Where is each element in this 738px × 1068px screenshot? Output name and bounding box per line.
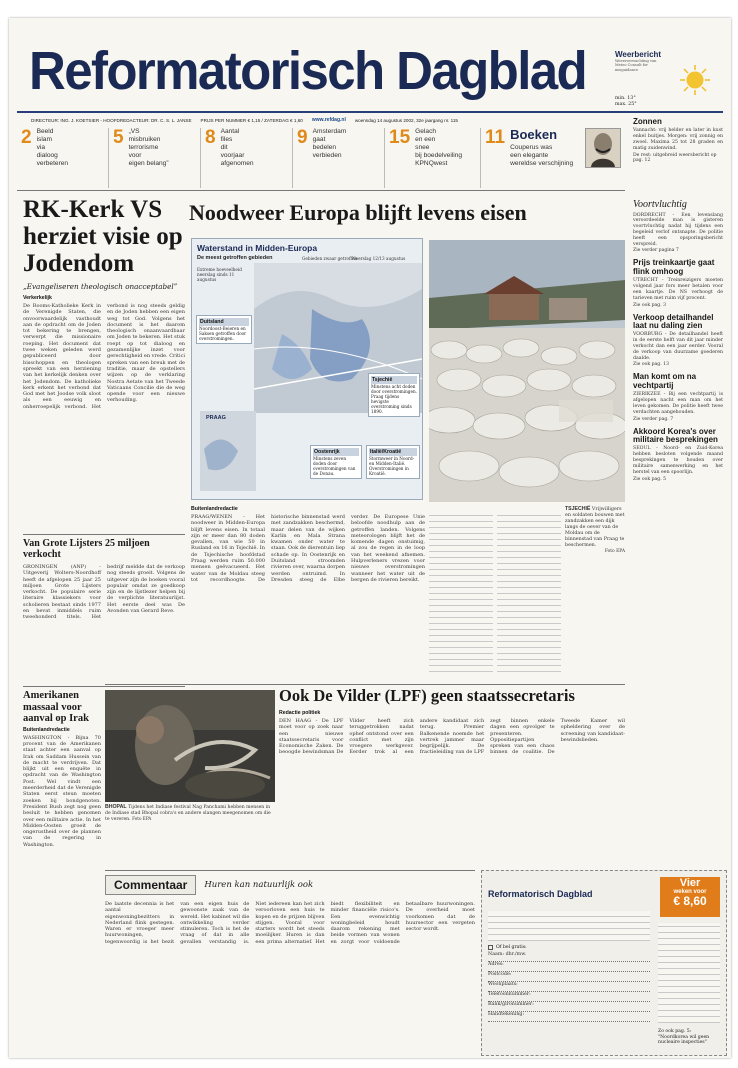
- coupon-cta: Zo ook pag. 5: "Noordkorea wil geen nucleaire inspecties": [658, 1029, 710, 1045]
- brief-ref: Zie ook pag. 3: [633, 302, 667, 308]
- coupon-field[interactable]: [488, 1002, 650, 1012]
- weather-max: max. 25°: [615, 102, 637, 108]
- weather-credit: Weersverwachting van Meteo Consult for misguidance: [615, 59, 657, 72]
- coupon-field[interactable]: [488, 992, 650, 1002]
- teaser-boeken[interactable]: [481, 128, 625, 188]
- flood-caption-text: Vrijwilligers en soldaten bouwen met zandzakken een dijk langs de oever van de Moldau om de binnenstad van Praag te beschermen.: [565, 507, 625, 548]
- map-box-title: Oostenrijk: [313, 448, 359, 456]
- masthead-info-bar: [31, 116, 627, 124]
- brief-title[interactable]: Man komt om na vechtpartij: [633, 372, 697, 390]
- teaser-page-number: 2: [21, 127, 32, 148]
- map-box-italie: [366, 445, 420, 479]
- brief-title[interactable]: Akkoord Korea's over militaire besprekingen: [633, 426, 718, 444]
- coupon-field[interactable]: [488, 962, 650, 972]
- teaser-text: „VS misbruiken terrorisme voor eigen belang”: [128, 128, 169, 168]
- map-legend-3: Extreme hoeveelheid neerslag sinds 11 augustus: [197, 267, 242, 282]
- brief-ref: Zie verder pag. 7: [633, 416, 674, 422]
- kicker-rk-kerk: Verkerkelijk: [23, 295, 52, 301]
- bhopal-caption-credit: Foto EPA: [132, 816, 152, 822]
- flood-photo: [429, 240, 625, 502]
- teaser-strip: [17, 128, 625, 188]
- map-city-label: PRAAG: [206, 415, 226, 421]
- coupon-price: € 8,60: [673, 894, 707, 909]
- map-box-duitsland: [196, 315, 252, 344]
- bhopal-photo: [105, 690, 275, 802]
- noodweer-continued-text: [429, 512, 493, 672]
- coupon-form: [488, 911, 650, 1022]
- map-box-title: Italië/Kroatië: [369, 448, 417, 456]
- news-briefs-sidebar: [633, 194, 723, 854]
- divider: [23, 534, 185, 535]
- coupon-field-label: Telefoonnummer:: [488, 992, 531, 997]
- weather-heading: Zonnen: [633, 117, 662, 126]
- coupon-field-label: Postcode:: [488, 972, 512, 977]
- article-amerika: [23, 690, 101, 1017]
- coupon-offer-mid: weken voor: [673, 889, 707, 896]
- brief-title[interactable]: Prijs treinkaartje gaat flink omhoog: [633, 258, 715, 276]
- teaser-page-number: 9: [297, 127, 308, 148]
- coupon-field[interactable]: [488, 972, 650, 982]
- map-legend-2: Neerslag 12/13 augustus: [352, 256, 406, 261]
- bhopal-caption-label: BHOPAL: [105, 804, 127, 810]
- coupon-field-label: Bank/gironummer:: [488, 1002, 534, 1007]
- teaser-item[interactable]: [109, 128, 201, 188]
- map-box-text: Noordoost-Beieren en Saksen getroffen door overstromingen.: [199, 326, 247, 342]
- subscription-coupon: [481, 870, 727, 1056]
- brief-ref: Zie ook pag. 13: [633, 362, 670, 368]
- brief-text: DORDRECHT - Een levenslang veroordeelde man is gisteren voortvluchtig nadat hij tijdens een begeleid verlof ontsnapte. De politie heeft een opsporingsbericht verspreid.: [633, 212, 723, 247]
- brief-item: [633, 428, 723, 482]
- teaser-page-number: 11: [485, 127, 506, 148]
- article-vilder: [279, 708, 625, 878]
- brief-item: [633, 314, 723, 368]
- weather-ref: De rest: uitgebreid weersbericht op pag. 12: [633, 152, 717, 163]
- brief-text: ZIERIKZEE - Bij een vechtpartij is afgelopen nacht een man om het leven gekomen. De politie heeft twee verdachten aangehouden.: [633, 392, 723, 415]
- body-noodweer: PRAAG/WENEN - Het noodweer in Midden-Europa blijft levens eisen. In totaal zijn er meer dan 80 doden gevallen, van wie 50 in Rusland en 16 in Tsjechië. In de Tsjechische hoofdstad Praag werden ruim 50.000 mensen geëvacueerd. Het water van de Moldau steeg tot recordhoogte. De historische binnenstad werd met zandzakken beschermd, maar delen van de wijken Karlin en Mala Strana kwamen onder water te staan. Ook de dierentuin liep schade op. In Oostenrijk en Duitsland stroomden rivieren over, waarna dorpen werden ontruimd. In Dresden steeg de Elbe verder. De Europese Unie beloofde noodhulp aan de getroffen landen. Volgens meteorologen blijft het de komende dagen onstuimig, al zou de regen in de loop van het weekend afnemen. Hulpverleners vrezen voor nieuwe overstromingen wanneer het water uit de bergen de rivieren bereikt.: [191, 514, 425, 583]
- brief-text: VOORBURG - De detailhandel heeft in de eerste helft van dit jaar minder verkocht dan een jaar eerder. Vooral de verkoop van duurzame goederen daalde.: [633, 332, 723, 361]
- coupon-brand: Reformatorisch Dagblad: [488, 889, 593, 899]
- body-amerika: WASHINGTON - Bijna 70 procent van de Amerikanen staat achter een aanval op Irak om Saddam Hussein van de macht te verdrijven. Dat blijkt uit een enquête in opdracht van de Washington Post. Wel vindt een meerderheid dat de Verenigde Staten eerst steun moeten zoeken bij bondgenoten. President Bush zegt nog geen besluit te hebben genomen over een militaire actie. In het Midden-Oosten groeit de ongerustheid over de plannen van de regering in Washington.: [23, 734, 101, 848]
- map-legend-1: Gebieden zwaar getroffen: [302, 256, 358, 261]
- teaser-text: Aantal files dit voorjaar afgenomen: [220, 128, 254, 168]
- article-noodweer: [191, 504, 425, 682]
- coupon-field-label: Handtekening:: [488, 1012, 525, 1017]
- flood-caption: [565, 506, 625, 554]
- brief-item: [633, 200, 723, 253]
- headline-rk-kerk[interactable]: RK-Kerk VS herziet visie op Jodendom: [23, 196, 183, 277]
- brief-item: [633, 259, 723, 307]
- headline-vilder[interactable]: Ook De Vilder (LPF) geen staatssecretaris: [279, 686, 575, 705]
- noodweer-continued-text: [497, 512, 561, 672]
- teaser-text: Amsterdam gaat bedelen verbieden: [312, 128, 347, 160]
- weather-min: min. 13°: [615, 96, 636, 101]
- coupon-field[interactable]: [488, 982, 650, 992]
- masthead-rule: [17, 111, 723, 113]
- map-box-text: Minstens zeven doden door overstromingen van de Donau.: [313, 456, 356, 477]
- flood-caption-credit: Foto EPA: [604, 548, 625, 554]
- kicker-amerika: Buitenlandredactie: [23, 726, 70, 733]
- website-link[interactable]: www.refdag.nl: [311, 117, 346, 123]
- teaser-page-number: 8: [205, 127, 216, 148]
- coupon-field[interactable]: [488, 1012, 650, 1022]
- sun-icon: [679, 64, 711, 96]
- brief-ref: Zie ook pag. 5: [633, 476, 667, 482]
- coupon-field-label: Naam: dhr./mw.: [488, 952, 527, 957]
- coupon-field[interactable]: [488, 952, 650, 962]
- teaser-boeken-title: Boeken: [510, 127, 558, 142]
- kicker-noodweer: Buitenlandredactie: [191, 506, 238, 512]
- weather-title: Weerbericht: [615, 50, 662, 59]
- map-box-tsjechie: [368, 373, 420, 417]
- kicker-vilder: Redactie politiek: [279, 710, 321, 716]
- article-lijsters: [23, 538, 185, 704]
- map-box-title: Tsjechië: [371, 376, 417, 384]
- divider: [17, 190, 625, 191]
- brief-text: UTRECHT - Treinreizigers moeten volgend jaar fors meer betalen voor een kaartje. De NS verhoogt de tarieven met ruim vijf procent.: [633, 278, 723, 301]
- weather-box: [615, 50, 725, 110]
- masthead-info-price: PRIJS PER NUMMER € 1,15 / ZATERDAG € 1,60: [200, 117, 303, 123]
- coupon-offer-top: Vier: [679, 877, 701, 889]
- map-box-oostenrijk: [310, 445, 362, 479]
- teaser-item[interactable]: [17, 128, 109, 188]
- coupon-terms-text: [488, 911, 650, 941]
- brief-title[interactable]: Voortvluchtig: [633, 199, 687, 210]
- map-title: Waterstand in Midden-Europa: [197, 243, 318, 253]
- newspaper-page: [9, 18, 731, 1058]
- brief-text: SEOUL - Noord- en Zuid-Korea hebben besloten volgende maand besprekingen te houden over militaire samenwerking en het herstel van een spoorlijn.: [633, 446, 723, 475]
- map-box-title: Duitsland: [199, 318, 249, 326]
- divider: [23, 686, 185, 687]
- brief-item: [633, 373, 723, 421]
- commentaar-title: Commentaar: [105, 875, 196, 895]
- coupon-offer-badge[interactable]: [660, 877, 720, 917]
- commentaar-subtitle: Huren kan natuurlijk ook: [204, 880, 314, 890]
- body-vilder: DEN HAAG - De LPF moet voor op zoek naar een nieuwe staatssecretaris voor Economische Zaken. De beoogde bewindsman De Vilder heeft zich teruggetrokken nadat ophef ontstond over een conflict met zijn vroegere werkgever. Eerder trok al een andere kandidaat zich terug. Premier Balkenende noemde het vertrek jammer maar begrijpelijk. De fractieleiding van de LPF zegt binnen enkele dagen een opvolger te presenteren. Oppositiepartijen spreken van een chaos binnen de coalitie. De Tweede Kamer wil opheldering over de screening van kandidaat-bewindslieden.: [279, 718, 625, 756]
- coupon-field-label: Woonplaats:: [488, 982, 518, 987]
- teaser-item[interactable]: [201, 128, 293, 188]
- commentaar-body: De laatste decennia is het aantal eigenwoningbezitters in Nederland flink gestegen. Waren er vroeger meer huurwoningen, tegenwoordig is het bezit van een eigen huis de gewoonste zaak van de wereld. Het kabinet wil die ontwikkeling verder stimuleren. Toch is het de vraag of dat in alle gevallen verstandig is. Niet iedereen kan het zich veroorloven een huis te kopen en de prijzen blijven stijgen. Vooral voor starters wordt het steeds moeilijker. Huren is dan een prima alternatief. Het biedt flexibiliteit en minder financiële risico's. Een evenwichtig woningbeleid houdt daarom rekening met beide vormen van wonen en zorgt voor voldoende betaalbare huurwoningen. De overheid moet voorkomen dat de huursector een vergeten sector wordt.: [105, 901, 475, 945]
- article-rk-kerk: [23, 196, 185, 517]
- map-box-text: Stormweer in Noord- en Midden-Italië. Overstromingen in Kroatië.: [369, 456, 415, 477]
- body-lijsters: GRONINGEN (ANP) - Uitgeverij Wolters-Noordhoff heeft de afgelopen 25 jaar 25 miljoen Grote Lijsters verkocht. De populaire serie literaire klassiekers voor scholieren bestaat sinds 1977 en bevat inmiddels ruim tweehonderd titels. Het bedrijf meldde dat de verkoop nog steeds groeit. Volgens de uitgever zijn de boeken vooral populair omdat ze goedkoop zijn en de lijstlezer helpen bij de verplichte literatuurlijst. Het eerste deel was De Avonden van Gerard Reve.: [23, 564, 185, 621]
- flood-map: [191, 238, 423, 500]
- subheadline-rk-kerk: „Evangeliseren theologisch onacceptabel”: [23, 282, 178, 291]
- flood-caption-label: TSJECHIË: [565, 506, 591, 512]
- weather-text: Vannacht: vrij helder en later in kust enkel buitjes. Morgen: vrij zonnig en zwoel. Maxima 25 tot 28 graden en matig zuidenwind.: [633, 128, 723, 151]
- commentaar-section: [105, 870, 475, 1058]
- bhopal-caption: [105, 804, 275, 823]
- coupon-note: Of bel gratis:: [496, 945, 527, 950]
- teaser-page-number: 5: [113, 127, 124, 148]
- map-box-text: Minstens acht doden door overstromingen. Praag tijdens hevigste overstroming sinds 1890.: [371, 384, 417, 415]
- brief-ref: Zie verder pagina 7: [633, 248, 679, 254]
- bhopal-caption-text: Tijdens het Indiase festival Nag Panchami hebben mensen in de Indiase stad Bhopal cobra's en andere slangen meegenomen om die te vereren.: [105, 805, 271, 823]
- masthead-title: Reformatorisch Dagblad: [29, 40, 587, 101]
- date-line: woensdag 14 augustus 2002, 32e jaargang nr. 115: [354, 117, 458, 123]
- teaser-text: Beeld islam via dialoog verbeteren: [36, 128, 69, 168]
- masthead-info-editor: DIRECTEUR: ING. J. KOETSIER - HOOFDREDACTEUR: DR. C. S. L. JANSE: [31, 117, 192, 123]
- headline-lijsters[interactable]: Van Grote Lijsters 25 miljoen verkocht: [23, 538, 150, 560]
- coupon-field-label: Adres:: [488, 962, 504, 967]
- teaser-text: Couperus was een elegante wereldse verschijning: [510, 144, 574, 168]
- teaser-page-number: 15: [389, 127, 411, 148]
- weather-forecast: [633, 118, 723, 163]
- teaser-item[interactable]: [293, 128, 385, 188]
- body-rk-kerk: De Rooms-Katholieke Kerk in de Verenigde Staten, die onvoorwaardelijk vasthoudt aan de opdracht om de Joden tot bekering te brengen, verwerpt die missionaire roeping. Het document dat twee weken geleden werd gepubliceerd door bisschoppen en theologen spreekt van een herziening van het kerkelijk denken over het Jodendom. De katholieke kerk erkent het verbond dat God met het Joodse volk sloot als een eeuwig en onherroepelijk verbond. Het verbond is nog steeds geldig en de Joden hebben een eigen weg tot God. Volgens het document is het daarom theologisch onaanvaardbaar om Joden te bekeren. Het stuk roept op tot dialoog en gezamenlijke inzet voor gerechtigheid en vrede. Critici spreken van een breuk met de traditie, maar de opstellers wijzen op de verklaring Nostra Aetate van het Tweede Vaticaans Concilie die de weg opende voor een nieuwe verhouding.: [23, 303, 185, 410]
- divider: [105, 684, 625, 685]
- teaser-text: Gelach en een snee bij boedelveiling KPNQwest: [415, 128, 463, 168]
- teaser-item[interactable]: [385, 128, 481, 188]
- headline-amerika[interactable]: Amerikanen massaal voor aanval op Irak: [23, 690, 89, 725]
- coupon-address-text: [658, 923, 720, 1023]
- headline-noodweer[interactable]: Noodweer Europa blijft levens eisen: [189, 200, 527, 225]
- coupon-checkbox[interactable]: [488, 945, 493, 950]
- brief-title[interactable]: Verkoop detailhandel laat nu daling zien: [633, 312, 714, 330]
- map-subtitle: De meest getroffen gebieden: [197, 255, 273, 261]
- author-portrait: [585, 128, 621, 168]
